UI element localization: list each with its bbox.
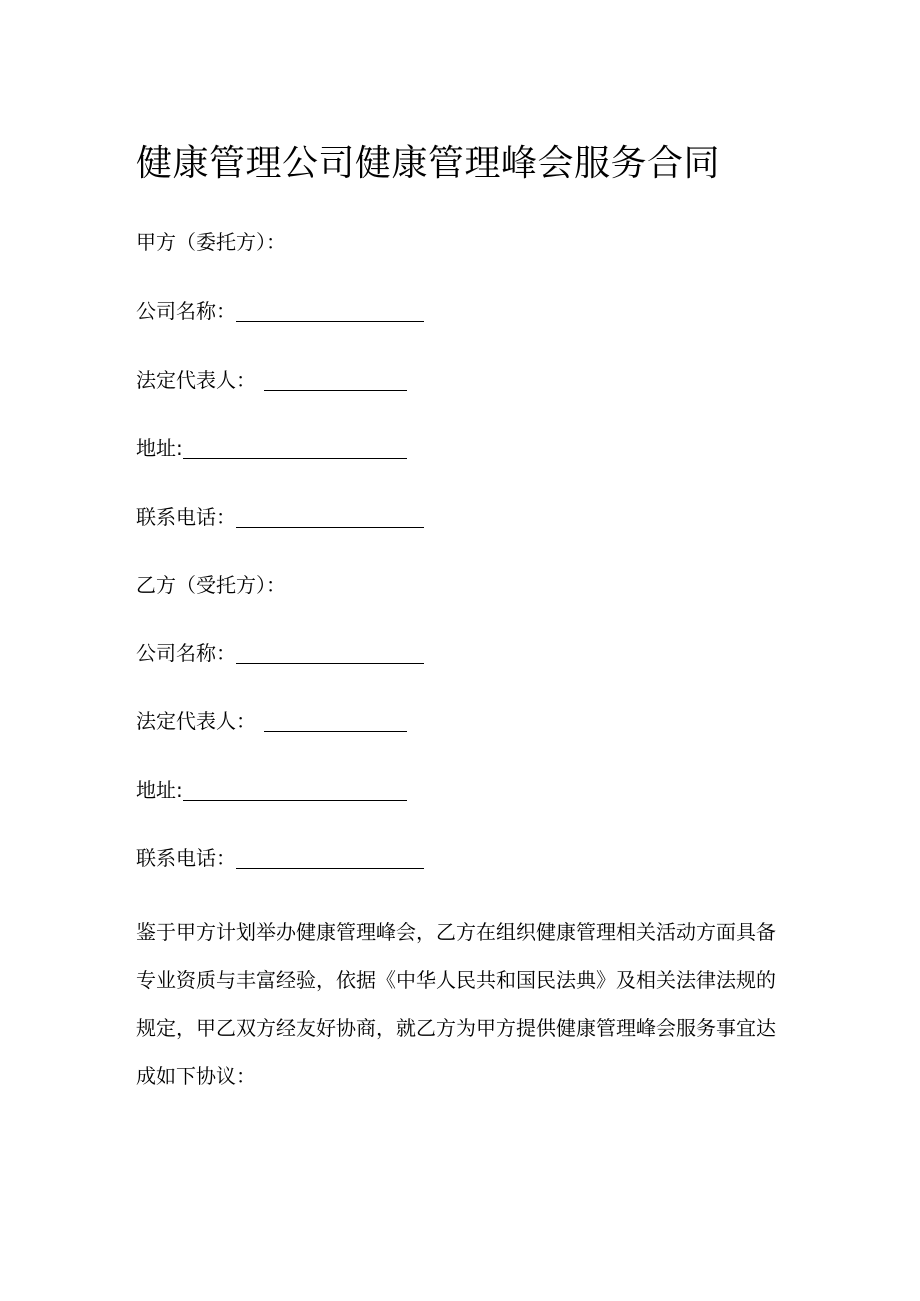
party-b-company-field [136,639,424,667]
preamble-line: 鉴于甲方计划举办健康管理峰会，乙方在组织健康管理相关活动方面具备 [136,920,776,944]
party-a-rep-label: 法定代表人： [136,368,256,392]
party-b-address-blank[interactable] [183,778,407,801]
party-b-rep-blank[interactable] [264,709,407,732]
preamble-paragraph [136,908,786,1100]
party-a-address-field [136,434,407,462]
party-a-company-blank[interactable] [236,299,424,322]
party-a-address-label: 地址: [136,436,183,460]
party-a-heading: 甲方（委托方）： [136,230,286,254]
preamble-line: 规定，甲乙双方经友好协商，就乙方为甲方提供健康管理峰会服务事宜达 [136,1016,776,1040]
party-b-heading: 乙方（受托方）： [136,573,286,597]
party-b-phone-blank[interactable] [236,846,424,869]
party-a-company-field [136,297,424,325]
party-b-rep-label: 法定代表人： [136,709,256,733]
party-a-phone-label: 联系电话： [136,505,236,529]
party-b-phone-label: 联系电话： [136,846,236,870]
party-a-phone-field [136,503,424,531]
party-a-phone-blank[interactable] [236,505,424,528]
page-title: 健康管理公司健康管理峰会服务合同 [136,143,721,184]
party-a-rep-blank[interactable] [264,368,407,391]
party-b-company-blank[interactable] [236,641,424,664]
party-b-address-field [136,776,407,804]
party-a-address-blank[interactable] [183,436,407,459]
party-b-address-label: 地址: [136,778,183,802]
party-a-rep-field [136,366,407,394]
party-b-company-label: 公司名称： [136,641,236,665]
preamble-line: 专业资质与丰富经验，依据《中华人民共和国民法典》及相关法律法规的 [136,968,776,992]
party-b-phone-field [136,844,424,872]
party-b-rep-field [136,707,407,735]
party-a-company-label: 公司名称： [136,299,236,323]
preamble-line: 成如下协议： [136,1064,256,1088]
